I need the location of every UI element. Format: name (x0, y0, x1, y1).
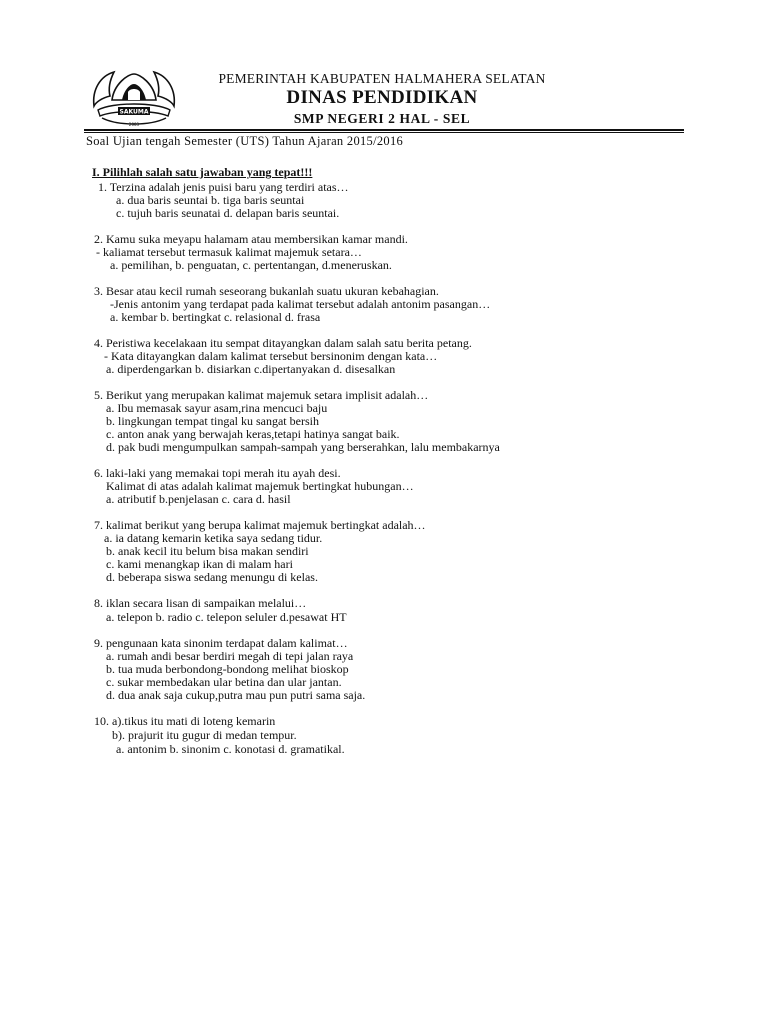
header-divider-thin (84, 132, 684, 133)
question-9: 9. pengunaan kata sinonim terdapat dalam kalimat… (94, 636, 348, 650)
question-5: 5. Berikut yang merupakan kalimat majemuk setara implisit adalah… (94, 388, 429, 402)
question-5-option-a: a. Ibu memasak sayur asam,rina mencuci baju (106, 401, 328, 415)
question-5-option-d: d. pak budi mengumpulkan sampah-sampah yang berserahkan, lalu membakarnya (106, 440, 500, 454)
question-7-option-a: a. ia datang kemarin ketika saya sedang tidur. (104, 531, 323, 545)
question-2-options: a. pemilihan, b. penguatan, c. pertentangan, d.meneruskan. (110, 258, 392, 272)
question-7-option-b: b. anak kecil itu belum bisa makan sendiri (106, 544, 309, 558)
question-1: 1. Terzina adalah jenis puisi baru yang terdiri atas… (98, 180, 349, 194)
question-6-prompt: Kalimat di atas adalah kalimat majemuk bertingkat hubungan… (106, 479, 414, 493)
section-title: I. Pilihlah salah satu jawaban yang tepat!!! (92, 165, 313, 179)
question-9-option-a: a. rumah andi besar berdiri megah di tepi jalan raya (106, 649, 354, 663)
question-1-options-ab: a. dua baris seuntai b. tiga baris seuntai (116, 193, 305, 207)
question-3: 3. Besar atau kecil rumah seseorang bukanlah suatu ukuran kebahagian. (94, 284, 439, 298)
question-4-prompt: - Kata ditayangkan dalam kalimat tersebut bersinonim dengan kata… (104, 349, 438, 363)
svg-text:2003: 2003 (128, 122, 140, 127)
question-7-option-d: d. beberapa siswa sedang menungu di kelas. (106, 570, 318, 584)
question-6-options: a. atributif b.penjelasan c. cara d. hasil (106, 492, 291, 506)
question-10: 10. a).tikus itu mati di loteng kemarin (94, 714, 276, 728)
svg-text:SAKUMA: SAKUMA (119, 108, 149, 116)
question-10-options: a. antonim b. sinonim c. konotasi d. gramatikal. (116, 742, 345, 756)
question-1-options-cd: c. tujuh baris seunatai d. delapan baris seuntai. (116, 206, 340, 220)
exam-title: Soal Ujian tengah Semester (UTS) Tahun Ajaran 2015/2016 (86, 134, 404, 148)
question-9-option-b: b. tua muda berbondong-bondong melihat bioskop (106, 662, 349, 676)
header-divider (84, 129, 684, 131)
question-2-prompt: - kaliamat tersebut termasuk kalimat majemuk setara… (96, 245, 362, 259)
question-2: 2. Kamu suka meyapu halamam atau membersikan kamar mandi. (94, 232, 408, 246)
question-8-options: a. telepon b. radio c. telepon seluler d.pesawat HT (106, 610, 347, 624)
school-name: SMP NEGERI 2 HAL - SEL (293, 111, 471, 126)
question-10-sentence-b: b). prajurit itu gugur di medan tempur. (112, 728, 297, 742)
question-7: 7. kalimat berikut yang berupa kalimat majemuk bertingkat adalah… (94, 518, 426, 532)
district-emblem-icon (88, 66, 180, 132)
question-5-option-b: b. lingkungan tempat tingal ku sangat bersih (106, 414, 319, 428)
question-6: 6. laki-laki yang memakai topi merah itu ayah desi. (94, 466, 341, 480)
question-3-options: a. kembar b. bertingkat c. relasional d. frasa (110, 310, 321, 324)
question-4-options: a. diperdengarkan b. disiarkan c.dipertanyakan d. disesalkan (106, 362, 396, 376)
question-3-prompt: -Jenis antonim yang terdapat pada kalimat tersebut adalah antonim pasangan… (110, 297, 491, 311)
question-5-option-c: c. anton anak yang berwajah keras,tetapi hatinya sangat baik. (106, 427, 400, 441)
question-9-option-d: d. dua anak saja cukup,putra mau pun putri sama saja. (106, 688, 366, 702)
government-name: PEMERINTAH KABUPATEN HALMAHERA SELATAN (218, 71, 546, 86)
question-8: 8. iklan secara lisan di sampaikan melalui… (94, 596, 307, 610)
question-7-option-c: c. kami menangkap ikan di malam hari (106, 557, 293, 571)
question-4: 4. Peristiwa kecelakaan itu sempat ditayangkan dalam salah satu berita petang. (94, 336, 472, 350)
question-9-option-c: c. sukar membedakan ular betina dan ular jantan. (106, 675, 342, 689)
office-name: DINAS PENDIDIKAN (286, 87, 478, 108)
